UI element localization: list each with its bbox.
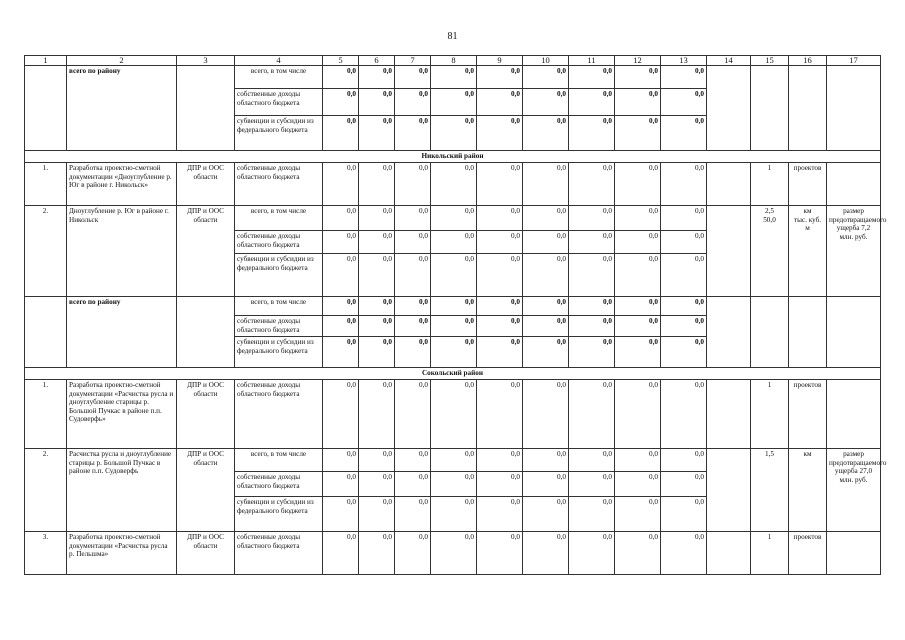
col14-cell — [707, 297, 751, 368]
amount-cell: 0,0 — [323, 66, 359, 89]
amount-cell: 0,0 — [661, 206, 707, 231]
amount-cell: 0,0 — [431, 66, 477, 89]
funding-source: субвенции и субсидии из федерального бюджета — [235, 497, 323, 532]
amount-cell: 0,0 — [323, 532, 359, 575]
amount-cell: 0,0 — [477, 206, 523, 231]
amount-cell: 0,0 — [431, 254, 477, 297]
amount-cell: 0,0 — [395, 316, 431, 337]
column-header: 6 — [359, 56, 395, 66]
funding-source: субвенции и субсидии из федерального бюджета — [235, 254, 323, 297]
row-number: 2. — [25, 206, 67, 297]
amount-cell: 0,0 — [431, 89, 477, 116]
amount-cell: 0,0 — [323, 89, 359, 116]
indicator-note — [827, 532, 881, 575]
amount-cell: 0,0 — [431, 163, 477, 206]
column-header: 13 — [661, 56, 707, 66]
amount-cell: 0,0 — [323, 316, 359, 337]
amount-cell: 0,0 — [569, 532, 615, 575]
amount-cell: 0,0 — [477, 380, 523, 449]
row-number — [25, 66, 67, 151]
column-header: 11 — [569, 56, 615, 66]
amount-cell: 0,0 — [359, 89, 395, 116]
col14-cell — [707, 449, 751, 532]
col15-cell — [751, 297, 789, 368]
column-header: 1 — [25, 56, 67, 66]
item-row — [25, 380, 881, 449]
amount-cell: 0,0 — [661, 163, 707, 206]
indicator-unit: проектов — [789, 380, 827, 449]
row-number: 2. — [25, 449, 67, 532]
district-name: Сокольский район — [25, 368, 881, 380]
amount-cell: 0,0 — [477, 163, 523, 206]
amount-cell: 0,0 — [523, 231, 569, 254]
amount-cell: 0,0 — [431, 316, 477, 337]
amount-cell: 0,0 — [615, 337, 661, 368]
amount-cell: 0,0 — [477, 337, 523, 368]
amount-cell: 0,0 — [395, 449, 431, 472]
district-name: Никольский район — [25, 151, 881, 163]
column-header: 17 — [827, 56, 881, 66]
amount-cell: 0,0 — [523, 66, 569, 89]
amount-cell: 0,0 — [615, 206, 661, 231]
amount-cell: 0,0 — [569, 297, 615, 316]
amount-cell: 0,0 — [395, 380, 431, 449]
column-header: 5 — [323, 56, 359, 66]
amount-cell: 0,0 — [323, 297, 359, 316]
amount-cell: 0,0 — [523, 532, 569, 575]
amount-cell: 0,0 — [477, 297, 523, 316]
amount-cell: 0,0 — [661, 116, 707, 151]
row-number: 3. — [25, 532, 67, 575]
amount-cell: 0,0 — [615, 472, 661, 497]
amount-cell: 0,0 — [395, 206, 431, 231]
amount-cell: 0,0 — [661, 497, 707, 532]
amount-cell: 0,0 — [431, 380, 477, 449]
amount-cell: 0,0 — [395, 337, 431, 368]
indicator-unit: проектов — [789, 163, 827, 206]
funding-source: субвенции и субсидии из федерального бюджета — [235, 116, 323, 151]
amount-cell: 0,0 — [523, 254, 569, 297]
amount-cell: 0,0 — [359, 497, 395, 532]
amount-cell: 0,0 — [359, 116, 395, 151]
funding-source: собственные доходы областного бюджета — [235, 380, 323, 449]
amount-cell: 0,0 — [569, 206, 615, 231]
amount-cell: 0,0 — [395, 231, 431, 254]
amount-cell: 0,0 — [477, 316, 523, 337]
amount-cell: 0,0 — [569, 163, 615, 206]
amount-cell: 0,0 — [661, 297, 707, 316]
amount-cell: 0,0 — [569, 116, 615, 151]
district-total-label: всего по району — [67, 66, 177, 151]
district-total-label: всего по району — [67, 297, 177, 368]
amount-cell: 0,0 — [615, 163, 661, 206]
amount-cell: 0,0 — [359, 316, 395, 337]
indicator-value: 1 — [751, 163, 789, 206]
col16-cell — [789, 297, 827, 368]
amount-cell: 0,0 — [395, 532, 431, 575]
amount-cell: 0,0 — [395, 66, 431, 89]
funding-source: всего, в том числе — [235, 449, 323, 472]
amount-cell: 0,0 — [615, 89, 661, 116]
col16-cell — [789, 66, 827, 151]
funding-source: всего, в том числе — [235, 206, 323, 231]
amount-cell: 0,0 — [359, 472, 395, 497]
amount-cell: 0,0 — [395, 116, 431, 151]
amount-cell: 0,0 — [523, 449, 569, 472]
column-header: 8 — [431, 56, 477, 66]
amount-cell: 0,0 — [323, 337, 359, 368]
amount-cell: 0,0 — [359, 297, 395, 316]
amount-cell: 0,0 — [359, 231, 395, 254]
item-row — [25, 206, 881, 231]
column-header: 3 — [177, 56, 235, 66]
amount-cell: 0,0 — [615, 254, 661, 297]
amount-cell: 0,0 — [477, 116, 523, 151]
amount-cell: 0,0 — [395, 89, 431, 116]
funding-source: субвенции и субсидии из федерального бюджета — [235, 337, 323, 368]
amount-cell: 0,0 — [323, 163, 359, 206]
funding-source: собственные доходы областного бюджета — [235, 472, 323, 497]
amount-cell: 0,0 — [523, 206, 569, 231]
row-number — [25, 297, 67, 368]
amount-cell: 0,0 — [395, 163, 431, 206]
amount-cell: 0,0 — [431, 206, 477, 231]
col14-cell — [707, 380, 751, 449]
amount-cell: 0,0 — [359, 163, 395, 206]
column-header: 10 — [523, 56, 569, 66]
executor-cell: ДПР и ООС области — [177, 206, 235, 297]
amount-cell: 0,0 — [477, 472, 523, 497]
indicator-value-volume: 50,0 — [763, 215, 776, 224]
amount-cell: 0,0 — [523, 472, 569, 497]
amount-cell: 0,0 — [615, 116, 661, 151]
indicator-value-length: 2,5 — [765, 207, 774, 215]
amount-cell: 0,0 — [323, 449, 359, 472]
indicator-unit: км — [789, 449, 827, 532]
amount-cell: 0,0 — [569, 497, 615, 532]
executor-cell — [177, 66, 235, 151]
amount-cell: 0,0 — [661, 254, 707, 297]
indicator-unit: проектов — [789, 532, 827, 575]
amount-cell: 0,0 — [569, 449, 615, 472]
budget-table — [24, 55, 887, 575]
item-row — [25, 163, 881, 206]
amount-cell: 0,0 — [359, 254, 395, 297]
col14-cell — [707, 163, 751, 206]
district-total-row — [25, 297, 881, 316]
amount-cell: 0,0 — [359, 206, 395, 231]
amount-cell: 0,0 — [569, 472, 615, 497]
district-section-row — [25, 368, 881, 380]
amount-cell: 0,0 — [569, 66, 615, 89]
funding-source: собственные доходы областного бюджета — [235, 231, 323, 254]
amount-cell: 0,0 — [569, 89, 615, 116]
amount-cell: 0,0 — [615, 497, 661, 532]
executor-cell: ДПР и ООС области — [177, 380, 235, 449]
amount-cell: 0,0 — [523, 89, 569, 116]
amount-cell: 0,0 — [359, 66, 395, 89]
amount-cell: 0,0 — [523, 337, 569, 368]
executor-cell: ДПР и ООС области — [177, 449, 235, 532]
amount-cell: 0,0 — [569, 380, 615, 449]
item-name: Разработка проектно-сметной документации «Расчистка русла и дноуглубление старицы р. Большой Пучкас в районе п.п. Судоверфь» — [67, 380, 177, 449]
col17-cell — [827, 66, 881, 151]
page-number: 81 — [447, 31, 458, 42]
amount-cell: 0,0 — [431, 472, 477, 497]
amount-cell: 0,0 — [323, 380, 359, 449]
amount-cell: 0,0 — [523, 380, 569, 449]
indicator-value: 1,5 — [751, 449, 789, 532]
amount-cell: 0,0 — [359, 380, 395, 449]
indicator-note — [827, 380, 881, 449]
item-name: Расчистка русла и дноуглубление старицы р. Большой Пучкас в районе п.п. Судоверфь — [67, 449, 177, 532]
column-header: 14 — [707, 56, 751, 66]
amount-cell: 0,0 — [477, 532, 523, 575]
amount-cell: 0,0 — [569, 337, 615, 368]
amount-cell: 0,0 — [523, 116, 569, 151]
amount-cell: 0,0 — [661, 89, 707, 116]
amount-cell: 0,0 — [431, 337, 477, 368]
column-header: 2 — [67, 56, 177, 66]
item-row — [25, 532, 881, 575]
amount-cell: 0,0 — [477, 254, 523, 297]
amount-cell: 0,0 — [323, 472, 359, 497]
executor-cell — [177, 297, 235, 368]
amount-cell: 0,0 — [395, 472, 431, 497]
amount-cell: 0,0 — [523, 497, 569, 532]
indicator-note: размер предотвращаемого ущерба 7,2 млн. руб. — [827, 206, 881, 297]
amount-cell: 0,0 — [523, 316, 569, 337]
amount-cell: 0,0 — [431, 116, 477, 151]
amount-cell: 0,0 — [661, 449, 707, 472]
col15-cell — [751, 66, 789, 151]
funding-source: собственные доходы областного бюджета — [235, 163, 323, 206]
amount-cell: 0,0 — [431, 532, 477, 575]
row-number: 1. — [25, 163, 67, 206]
amount-cell: 0,0 — [661, 532, 707, 575]
amount-cell: 0,0 — [477, 449, 523, 472]
funding-source: собственные доходы областного бюджета — [235, 316, 323, 337]
amount-cell: 0,0 — [431, 231, 477, 254]
amount-cell: 0,0 — [477, 89, 523, 116]
amount-cell: 0,0 — [359, 337, 395, 368]
item-row — [25, 449, 881, 472]
header-row — [25, 56, 881, 66]
funding-source: всего, в том числе — [235, 66, 323, 89]
amount-cell: 0,0 — [323, 254, 359, 297]
amount-cell: 0,0 — [431, 297, 477, 316]
amount-cell: 0,0 — [661, 380, 707, 449]
amount-cell: 0,0 — [477, 66, 523, 89]
indicator-value — [751, 206, 789, 297]
amount-cell: 0,0 — [395, 297, 431, 316]
amount-cell: 0,0 — [323, 231, 359, 254]
amount-cell: 0,0 — [615, 316, 661, 337]
col17-cell — [827, 297, 881, 368]
amount-cell: 0,0 — [477, 231, 523, 254]
executor-cell: ДПР и ООС области — [177, 163, 235, 206]
amount-cell: 0,0 — [323, 497, 359, 532]
amount-cell: 0,0 — [323, 116, 359, 151]
col14-cell — [707, 532, 751, 575]
indicator-unit-volume: тыс. куб. м — [793, 215, 822, 233]
amount-cell: 0,0 — [661, 337, 707, 368]
amount-cell: 0,0 — [615, 297, 661, 316]
column-header: 16 — [789, 56, 827, 66]
col14-cell — [707, 66, 751, 151]
amount-cell: 0,0 — [661, 472, 707, 497]
amount-cell: 0,0 — [431, 497, 477, 532]
amount-cell: 0,0 — [359, 449, 395, 472]
amount-cell: 0,0 — [431, 449, 477, 472]
amount-cell: 0,0 — [523, 297, 569, 316]
column-header: 4 — [235, 56, 323, 66]
column-header: 9 — [477, 56, 523, 66]
amount-cell: 0,0 — [323, 206, 359, 231]
indicator-note: размер предотвращаемого ущерба 27,0 млн. руб. — [827, 449, 881, 532]
amount-cell: 0,0 — [395, 497, 431, 532]
district-total-row — [25, 66, 881, 89]
amount-cell: 0,0 — [569, 231, 615, 254]
amount-cell: 0,0 — [615, 449, 661, 472]
amount-cell: 0,0 — [523, 163, 569, 206]
amount-cell: 0,0 — [615, 231, 661, 254]
funding-source: собственные доходы областного бюджета — [235, 532, 323, 575]
item-name: Разработка проектно-сметной документации «Дноуглубление р. Юг в районе г. Никольск» — [67, 163, 177, 206]
amount-cell: 0,0 — [661, 231, 707, 254]
item-name: Разработка проектно-сметной документации «Расчистка русла р. Пельшма» — [67, 532, 177, 575]
indicator-value: 1 — [751, 532, 789, 575]
column-header: 15 — [751, 56, 789, 66]
row-number: 1. — [25, 380, 67, 449]
amount-cell: 0,0 — [615, 66, 661, 89]
column-header: 7 — [395, 56, 431, 66]
amount-cell: 0,0 — [477, 497, 523, 532]
amount-cell: 0,0 — [615, 532, 661, 575]
amount-cell: 0,0 — [569, 254, 615, 297]
district-section-row — [25, 151, 881, 163]
amount-cell: 0,0 — [569, 316, 615, 337]
indicator-unit — [789, 206, 827, 297]
amount-cell: 0,0 — [395, 254, 431, 297]
col14-cell — [707, 206, 751, 297]
indicator-value: 1 — [751, 380, 789, 449]
column-header: 12 — [615, 56, 661, 66]
funding-source: всего, в том числе — [235, 297, 323, 316]
amount-cell: 0,0 — [615, 380, 661, 449]
amount-cell: 0,0 — [661, 316, 707, 337]
funding-source: собственные доходы областного бюджета — [235, 89, 323, 116]
amount-cell: 0,0 — [359, 532, 395, 575]
indicator-unit-length: км — [803, 207, 812, 215]
indicator-note — [827, 163, 881, 206]
item-name: Дноуглубление р. Юг в районе г. Никольск — [67, 206, 177, 297]
executor-cell: ДПР и ООС области — [177, 532, 235, 575]
amount-cell: 0,0 — [661, 66, 707, 89]
